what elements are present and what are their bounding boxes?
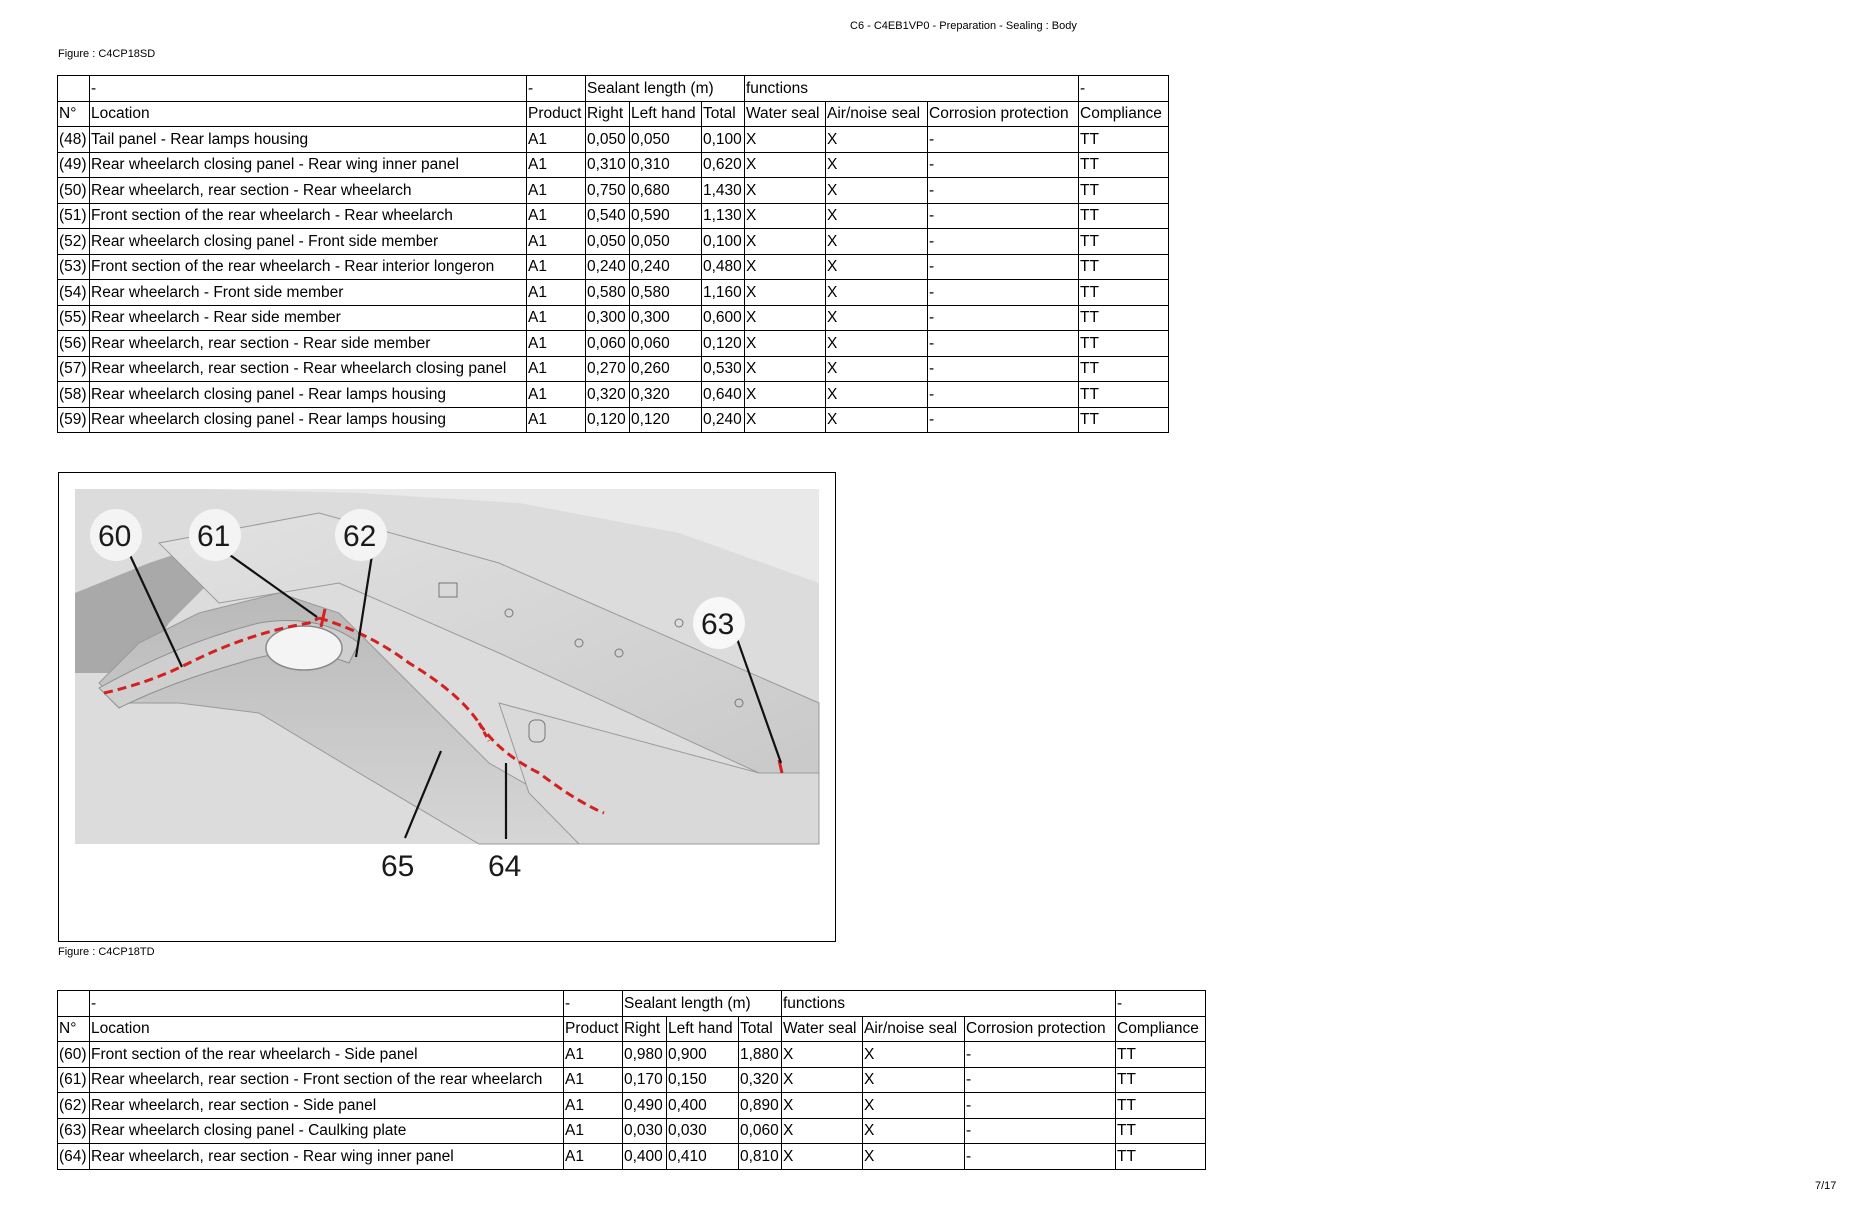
table-cell: 0,810 bbox=[739, 1144, 782, 1170]
table-cell: X bbox=[745, 331, 826, 357]
sealant-table-2 bbox=[57, 990, 1206, 1170]
table-cell: TT bbox=[1116, 1093, 1206, 1119]
table-cell: X bbox=[745, 305, 826, 331]
column-header: Water seal bbox=[745, 101, 826, 127]
table-cell: Tail panel - Rear lamps housing bbox=[90, 127, 527, 153]
table-cell: Rear wheelarch, rear section - Rear wheelarch closing panel bbox=[90, 356, 527, 382]
table-cell: Rear wheelarch closing panel - Front side member bbox=[90, 229, 527, 255]
table-cell: 0,240 bbox=[630, 254, 702, 280]
table-row bbox=[58, 1067, 1206, 1093]
table-cell: TT bbox=[1079, 305, 1169, 331]
table-cell: (55) bbox=[58, 305, 90, 331]
column-header: Right bbox=[586, 101, 630, 127]
table-cell: X bbox=[745, 178, 826, 204]
table-cell: A1 bbox=[527, 305, 586, 331]
header-cell-sealant-length: Sealant length (m) bbox=[623, 991, 782, 1017]
table-cell: TT bbox=[1079, 407, 1169, 433]
callout-label-65: 65 bbox=[381, 850, 415, 883]
table-cell: X bbox=[863, 1118, 965, 1144]
table-cell: X bbox=[782, 1067, 863, 1093]
header-cell-functions: functions bbox=[745, 76, 1079, 102]
table-cell: A1 bbox=[527, 127, 586, 153]
table-cell: - bbox=[928, 152, 1079, 178]
table-row bbox=[58, 305, 1169, 331]
table-cell: 0,240 bbox=[702, 407, 745, 433]
header-cell: - bbox=[90, 76, 527, 102]
table-cell: 0,480 bbox=[702, 254, 745, 280]
table-cell: X bbox=[826, 356, 928, 382]
table-cell: - bbox=[965, 1067, 1116, 1093]
column-header: Compliance bbox=[1116, 1016, 1206, 1042]
column-header: Total bbox=[739, 1016, 782, 1042]
table-cell: 0,320 bbox=[739, 1067, 782, 1093]
table-cell: (49) bbox=[58, 152, 90, 178]
table-cell: (61) bbox=[58, 1067, 90, 1093]
header-cell-sealant-length: Sealant length (m) bbox=[586, 76, 745, 102]
table-row bbox=[58, 407, 1169, 433]
table-cell: - bbox=[928, 178, 1079, 204]
table-cell: Front section of the rear wheelarch - Rear interior longeron bbox=[90, 254, 527, 280]
header-cell: - bbox=[1116, 991, 1206, 1017]
table-cell: 0,400 bbox=[667, 1093, 739, 1119]
table-cell: X bbox=[826, 178, 928, 204]
table-cell: X bbox=[826, 229, 928, 255]
table-cell: 0,050 bbox=[630, 229, 702, 255]
table-row bbox=[58, 382, 1169, 408]
table-cell: X bbox=[745, 152, 826, 178]
table-cell: TT bbox=[1079, 127, 1169, 153]
table-row bbox=[58, 356, 1169, 382]
table-cell: 0,890 bbox=[739, 1093, 782, 1119]
table-cell: A1 bbox=[527, 356, 586, 382]
column-header: Product bbox=[527, 101, 586, 127]
figure-label-1: Figure : C4CP18SD bbox=[58, 48, 156, 60]
table-cell: TT bbox=[1079, 152, 1169, 178]
column-header: Location bbox=[90, 101, 527, 127]
table-cell: TT bbox=[1079, 178, 1169, 204]
table-cell: Rear wheelarch, rear section - Rear side member bbox=[90, 331, 527, 357]
table-cell: X bbox=[745, 407, 826, 433]
table-cell: X bbox=[826, 382, 928, 408]
table-cell: A1 bbox=[527, 178, 586, 204]
table-cell: 0,060 bbox=[630, 331, 702, 357]
table-cell: X bbox=[782, 1042, 863, 1068]
document-header: C6 - C4EB1VP0 - Preparation - Sealing : Body bbox=[850, 20, 1077, 32]
table-cell: Rear wheelarch closing panel - Rear wing inner panel bbox=[90, 152, 527, 178]
table-header-row-2 bbox=[58, 1016, 1206, 1042]
table-cell: X bbox=[863, 1042, 965, 1068]
callout-label-64: 64 bbox=[488, 850, 522, 883]
table-cell: Rear wheelarch - Rear side member bbox=[90, 305, 527, 331]
table-cell: Rear wheelarch, rear section - Front section of the rear wheelarch bbox=[90, 1067, 564, 1093]
table-cell: - bbox=[928, 127, 1079, 153]
table-cell: 0,150 bbox=[667, 1067, 739, 1093]
table-cell: (53) bbox=[58, 254, 90, 280]
table-cell: 0,060 bbox=[739, 1118, 782, 1144]
table-cell: X bbox=[826, 254, 928, 280]
table-cell: Rear wheelarch closing panel - Rear lamps housing bbox=[90, 407, 527, 433]
table-cell: (52) bbox=[58, 229, 90, 255]
table-cell: X bbox=[826, 331, 928, 357]
table-cell: TT bbox=[1079, 203, 1169, 229]
table-cell: 0,680 bbox=[630, 178, 702, 204]
table-cell: - bbox=[928, 254, 1079, 280]
table-cell: Front section of the rear wheelarch - Rear wheelarch bbox=[90, 203, 527, 229]
table-cell: TT bbox=[1116, 1042, 1206, 1068]
table-cell: 0,310 bbox=[586, 152, 630, 178]
header-cell: - bbox=[564, 991, 623, 1017]
table-cell: X bbox=[863, 1144, 965, 1170]
table-cell: 0,030 bbox=[623, 1118, 667, 1144]
table-cell: X bbox=[826, 127, 928, 153]
table-cell: (48) bbox=[58, 127, 90, 153]
table-row bbox=[58, 229, 1169, 255]
table-cell: Rear wheelarch closing panel - Rear lamps housing bbox=[90, 382, 527, 408]
table-cell: 0,410 bbox=[667, 1144, 739, 1170]
access-hole bbox=[266, 626, 342, 670]
table-cell: 1,160 bbox=[702, 280, 745, 306]
sealing-diagram bbox=[58, 472, 836, 942]
table-cell: 0,240 bbox=[586, 254, 630, 280]
column-header: Corrosion protection bbox=[965, 1016, 1116, 1042]
table-cell: A1 bbox=[564, 1144, 623, 1170]
table-cell: 0,310 bbox=[630, 152, 702, 178]
header-cell bbox=[58, 991, 90, 1017]
table-cell: 1,430 bbox=[702, 178, 745, 204]
table-cell: A1 bbox=[564, 1067, 623, 1093]
table-cell: X bbox=[745, 254, 826, 280]
table-cell: 0,580 bbox=[630, 280, 702, 306]
table-cell: X bbox=[745, 280, 826, 306]
column-header: Air/noise seal bbox=[863, 1016, 965, 1042]
table-cell: 0,100 bbox=[702, 229, 745, 255]
table-cell: 0,050 bbox=[586, 229, 630, 255]
table-cell: Rear wheelarch, rear section - Side panel bbox=[90, 1093, 564, 1119]
table-cell: 0,030 bbox=[667, 1118, 739, 1144]
table-cell: 0,530 bbox=[702, 356, 745, 382]
table-header-row-1 bbox=[58, 76, 1169, 102]
table-cell: 0,640 bbox=[702, 382, 745, 408]
table-cell: - bbox=[928, 356, 1079, 382]
table-cell: 0,980 bbox=[623, 1042, 667, 1068]
table-cell: X bbox=[826, 152, 928, 178]
table-row bbox=[58, 178, 1169, 204]
table-cell: 0,900 bbox=[667, 1042, 739, 1068]
table-cell: TT bbox=[1116, 1118, 1206, 1144]
table-cell: - bbox=[965, 1118, 1116, 1144]
callout-label-61: 61 bbox=[197, 520, 231, 553]
table-cell: X bbox=[826, 407, 928, 433]
table-cell: 0,300 bbox=[630, 305, 702, 331]
table-cell: (51) bbox=[58, 203, 90, 229]
column-header: Right bbox=[623, 1016, 667, 1042]
table-cell: (54) bbox=[58, 280, 90, 306]
column-header: N° bbox=[58, 101, 90, 127]
table-cell: A1 bbox=[527, 331, 586, 357]
column-header: Product bbox=[564, 1016, 623, 1042]
table-cell: (50) bbox=[58, 178, 90, 204]
header-cell bbox=[58, 76, 90, 102]
header-cell: - bbox=[90, 991, 564, 1017]
table-cell: (59) bbox=[58, 407, 90, 433]
table-cell: A1 bbox=[564, 1093, 623, 1119]
figure-label-2: Figure : C4CP18TD bbox=[58, 946, 155, 958]
table-cell: X bbox=[863, 1067, 965, 1093]
header-cell: - bbox=[1079, 76, 1169, 102]
table-row bbox=[58, 1118, 1206, 1144]
column-header: Left hand bbox=[667, 1016, 739, 1042]
table-cell: Rear wheelarch - Front side member bbox=[90, 280, 527, 306]
table-cell: X bbox=[782, 1118, 863, 1144]
table-row bbox=[58, 1042, 1206, 1068]
table-cell: Rear wheelarch, rear section - Rear wing inner panel bbox=[90, 1144, 564, 1170]
table-cell: X bbox=[826, 280, 928, 306]
table-cell: X bbox=[826, 305, 928, 331]
table-cell: (63) bbox=[58, 1118, 90, 1144]
column-header: Corrosion protection bbox=[928, 101, 1079, 127]
table-cell: A1 bbox=[527, 407, 586, 433]
table-cell: A1 bbox=[527, 280, 586, 306]
table-cell: TT bbox=[1079, 229, 1169, 255]
column-header: Air/noise seal bbox=[826, 101, 928, 127]
table-cell: 1,880 bbox=[739, 1042, 782, 1068]
table-row bbox=[58, 254, 1169, 280]
table-cell: 0,490 bbox=[623, 1093, 667, 1119]
column-header: Total bbox=[702, 101, 745, 127]
table-cell: - bbox=[928, 280, 1079, 306]
header-cell: - bbox=[527, 76, 586, 102]
table-cell: - bbox=[928, 229, 1079, 255]
table-cell: (57) bbox=[58, 356, 90, 382]
sealant-table-1 bbox=[57, 75, 1169, 433]
table-cell: TT bbox=[1079, 382, 1169, 408]
table-cell: 0,050 bbox=[630, 127, 702, 153]
table-cell: 0,320 bbox=[630, 382, 702, 408]
table-cell: 0,120 bbox=[702, 331, 745, 357]
table-row bbox=[58, 127, 1169, 153]
table-cell: 0,620 bbox=[702, 152, 745, 178]
table-cell: TT bbox=[1079, 254, 1169, 280]
table-row bbox=[58, 1144, 1206, 1170]
table-cell: 0,300 bbox=[586, 305, 630, 331]
table-cell: 0,170 bbox=[623, 1067, 667, 1093]
table-cell: 0,750 bbox=[586, 178, 630, 204]
table-cell: (64) bbox=[58, 1144, 90, 1170]
table-row bbox=[58, 203, 1169, 229]
callout-label-63: 63 bbox=[701, 608, 735, 641]
table-cell: 0,120 bbox=[630, 407, 702, 433]
table-cell: X bbox=[826, 203, 928, 229]
table-cell: X bbox=[745, 229, 826, 255]
table-row bbox=[58, 280, 1169, 306]
table-cell: 0,050 bbox=[586, 127, 630, 153]
table-cell: TT bbox=[1079, 280, 1169, 306]
table-cell: TT bbox=[1116, 1144, 1206, 1170]
table-cell: - bbox=[928, 382, 1079, 408]
table-row bbox=[58, 152, 1169, 178]
table-cell: A1 bbox=[527, 382, 586, 408]
table-cell: X bbox=[745, 356, 826, 382]
table-cell: X bbox=[782, 1093, 863, 1119]
table-cell: Rear wheelarch closing panel - Caulking plate bbox=[90, 1118, 564, 1144]
table-cell: (60) bbox=[58, 1042, 90, 1068]
table-cell: 0,320 bbox=[586, 382, 630, 408]
table-cell: (62) bbox=[58, 1093, 90, 1119]
rear-wheelarch-illustration bbox=[59, 473, 835, 941]
table-cell: A1 bbox=[527, 152, 586, 178]
table-cell: TT bbox=[1079, 331, 1169, 357]
column-header: Left hand bbox=[630, 101, 702, 127]
table-cell: - bbox=[928, 203, 1079, 229]
table-cell: TT bbox=[1116, 1067, 1206, 1093]
table-cell: 0,260 bbox=[630, 356, 702, 382]
table-cell: 0,580 bbox=[586, 280, 630, 306]
table-cell: - bbox=[928, 407, 1079, 433]
header-cell-functions: functions bbox=[782, 991, 1116, 1017]
table-cell: - bbox=[965, 1093, 1116, 1119]
table-cell: - bbox=[928, 305, 1079, 331]
table-cell: 0,590 bbox=[630, 203, 702, 229]
callout-label-62: 62 bbox=[343, 520, 377, 553]
column-header: Water seal bbox=[782, 1016, 863, 1042]
column-header: Location bbox=[90, 1016, 564, 1042]
table-cell: 0,270 bbox=[586, 356, 630, 382]
column-header: N° bbox=[58, 1016, 90, 1042]
table-header-row-2 bbox=[58, 101, 1169, 127]
table-cell: X bbox=[745, 127, 826, 153]
table-cell: (56) bbox=[58, 331, 90, 357]
table-cell: Front section of the rear wheelarch - Side panel bbox=[90, 1042, 564, 1068]
page-number: 7/17 bbox=[1815, 1180, 1837, 1192]
table-cell: - bbox=[928, 331, 1079, 357]
table-cell: X bbox=[745, 382, 826, 408]
table-cell: X bbox=[745, 203, 826, 229]
table-cell: X bbox=[782, 1144, 863, 1170]
table-row bbox=[58, 1093, 1206, 1119]
column-header: Compliance bbox=[1079, 101, 1169, 127]
table-cell: TT bbox=[1079, 356, 1169, 382]
table-cell: 0,600 bbox=[702, 305, 745, 331]
table-row bbox=[58, 331, 1169, 357]
table-cell: A1 bbox=[527, 203, 586, 229]
table-cell: A1 bbox=[527, 229, 586, 255]
table-cell: - bbox=[965, 1042, 1116, 1068]
table-cell: Rear wheelarch, rear section - Rear wheelarch bbox=[90, 178, 527, 204]
table-cell: 0,540 bbox=[586, 203, 630, 229]
table-cell: (58) bbox=[58, 382, 90, 408]
callout-label-60: 60 bbox=[98, 520, 132, 553]
table-cell: 1,130 bbox=[702, 203, 745, 229]
table-cell: 0,120 bbox=[586, 407, 630, 433]
table-cell: A1 bbox=[564, 1118, 623, 1144]
table-cell: 0,100 bbox=[702, 127, 745, 153]
table-cell: - bbox=[965, 1144, 1116, 1170]
table-cell: A1 bbox=[527, 254, 586, 280]
table-header-row-1 bbox=[58, 991, 1206, 1017]
table-cell: 0,400 bbox=[623, 1144, 667, 1170]
table-cell: X bbox=[863, 1093, 965, 1119]
table-cell: 0,060 bbox=[586, 331, 630, 357]
table-cell: A1 bbox=[564, 1042, 623, 1068]
